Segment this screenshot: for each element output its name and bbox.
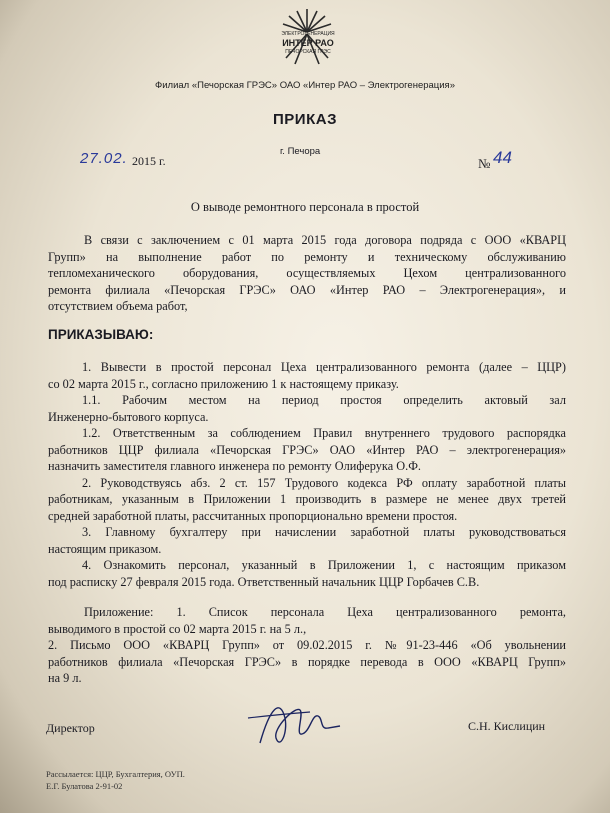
director-title: Директор <box>46 721 95 735</box>
company-logo <box>278 6 336 68</box>
preamble <box>48 232 566 315</box>
attachment-line: 2. Письмо ООО «КВАРЦ Групп» от 09.02.2015 г. №91-23-446 «Об увольнении <box>48 638 566 652</box>
item-line: 4. Ознакомить персонал, указанный в Приложении 1, с настоящим приказом <box>82 558 566 572</box>
city: г. Печора <box>280 146 321 157</box>
sun-rays-logo-icon <box>278 6 336 68</box>
handwritten-order-number: 44 <box>493 148 512 167</box>
date-year: 2015 г. <box>132 154 166 168</box>
item-line: со 02 марта 2015 г., согласно приложению 1 к настоящему приказу. <box>48 376 399 391</box>
order-subject: О выводе ремонтного персонала в простой <box>190 200 420 214</box>
item-line: 3. Главному бухгалтеру при начислении заработной платы руководствоваться <box>82 525 566 539</box>
logo-caption-top: ЭЛЕКТРОГЕНЕРАЦИЯ <box>281 31 335 37</box>
item-line: настоящим приказом. <box>48 541 162 556</box>
item-line: 1. Вывести в простой персонал Цеха централизованного ремонта (далее – ЦЦР) <box>82 360 566 374</box>
document-title: ПРИКАЗ <box>273 111 337 128</box>
item-line: Инженерно-бытового корпуса. <box>48 409 209 424</box>
item-line: назначить заместителя главного инженера по ремонту Олиферука О.Ф. <box>48 459 421 473</box>
number-sign: № <box>478 156 491 171</box>
attachment-line: Приложение: 1. Список персонала Цеха централизованного ремонта, <box>84 605 566 619</box>
item-line: работников ЦЦР филиала «Печорская ГРЭС» ОАО «Интер РАО – электрогенерация» <box>48 442 566 457</box>
preamble-line: отсутствием объема работ, <box>48 299 188 313</box>
preamble-line: тепломеханического оборудования, осуществляемых Цехом централизованного <box>48 266 566 280</box>
item-line: средней заработной платы, рассчитанных пропорционально времени простоя. <box>48 508 458 523</box>
order-items <box>48 359 566 590</box>
distribution-list: Рассылается: ЦЦР, Бухгалтерия, ОУП. <box>46 769 185 779</box>
preamble-line: В связи с заключением с 01 марта 2015 года договора подряда с ООО «КВАРЦ <box>84 233 566 247</box>
attachment-line: работников филиала «Печорская ГРЭС» в порядке перевода в ООО «КВАРЦ Групп» <box>48 654 566 669</box>
item-line: работникам, указанным в Приложении 1 производить в размере не менее двух третей <box>48 492 566 506</box>
attachment-line: выводимого в простой со 02 марта 2015 г. на 5 л., <box>48 621 307 636</box>
attachment-line: на 9 л. <box>48 671 82 685</box>
signer-name: С.Н. Кислицин <box>468 719 546 733</box>
signature-icon <box>240 688 350 758</box>
attachments <box>48 604 566 687</box>
logo-caption-bottom: ПЕЧОРСКАЯ ГРЭС <box>285 49 331 55</box>
item-line: под расписку 27 февраля 2015 года. Ответственный начальник ЦЦР Горбачев С.В. <box>48 574 480 589</box>
preamble-line: Групп» на выполнение работ по ремонту и техническому обслуживанию <box>48 249 566 264</box>
handwritten-date: 27.02. <box>80 150 128 167</box>
item-line: 2. Руководствуясь абз. 2 ст. 157 Трудового кодекса РФ оплату заработной платы <box>82 475 566 490</box>
item-line: 1.1. Рабочим местом на период простоя определить актовый зал <box>82 393 566 407</box>
executor-contact: Е.Г. Булатова 2-91-02 <box>46 781 123 791</box>
logo-caption-main: ИНТЕР РАО <box>282 38 334 48</box>
preamble-line: ремонта филиала «Печорская ГРЭС» ОАО «Интер РАО – Электрогенерация», и <box>48 282 566 297</box>
order-keyword: ПРИКАЗЫВАЮ: <box>48 327 154 342</box>
branch-name: Филиал «Печорская ГРЭС» ОАО «Интер РАО – Электрогенерация» <box>155 80 455 91</box>
item-line: 1.2. Ответственным за соблюдением Правил внутреннего трудового распорядка <box>82 426 566 440</box>
